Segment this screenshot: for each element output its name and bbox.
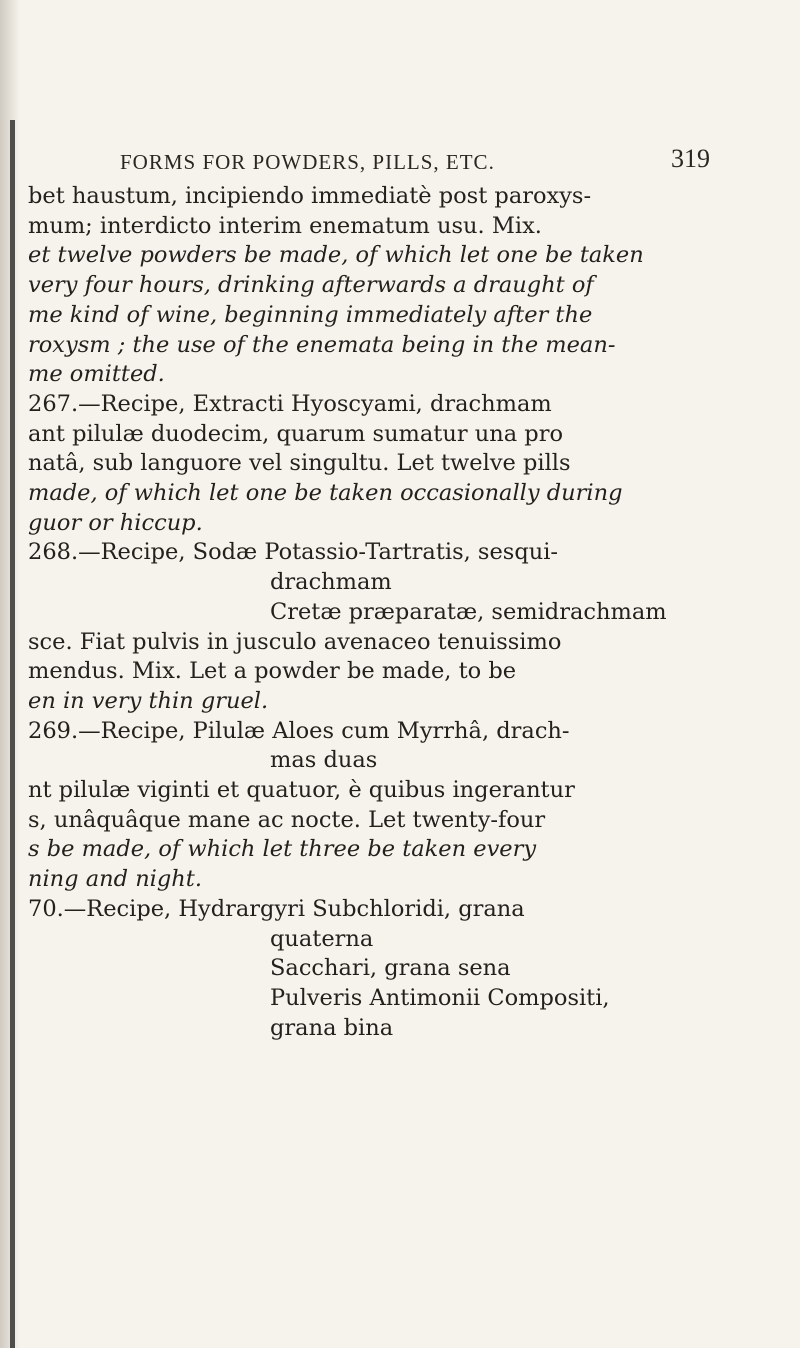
text-line: grana bina: [270, 1014, 394, 1041]
text-line: s be made, of which let three be taken every: [28, 836, 537, 863]
text-line: 70.—Recipe, Hydrargyri Subchloridi, grana: [28, 895, 525, 922]
text-line: et twelve powders be made, of which let one be taken: [28, 242, 644, 269]
text-line: nt pilulæ viginti et quatuor, è quibus ingerantur: [28, 777, 575, 804]
text-line: bet haustum, incipiendo immediatè post paroxys-: [28, 183, 592, 209]
text-line: mendus. Mix. Let a powder be made, to be: [28, 658, 517, 685]
text-line: s, unâquâque mane ac nocte. Let twenty-four: [28, 806, 546, 833]
page-number: 319: [671, 144, 710, 173]
text-line: 267.—Recipe, Extracti Hyoscyami, drachmam: [28, 390, 552, 417]
text-line: 269.—Recipe, Pilulæ Aloes cum Myrrhâ, drach-: [28, 717, 570, 744]
text-line: en in very thin gruel.: [28, 687, 269, 714]
text-line: Cretæ præparatæ, semidrachmam: [270, 598, 667, 625]
text-line: Sacchari, grana sena: [270, 955, 511, 982]
text-line: 268.—Recipe, Sodæ Potassio-Tartratis, sesqui-: [28, 539, 559, 566]
text-line: mas duas: [270, 747, 378, 774]
text-line: Pulveris Antimonii Compositi,: [270, 984, 610, 1011]
text-line: me omitted.: [28, 361, 165, 388]
text-line: me kind of wine, beginning immediately after the: [28, 301, 593, 328]
text-line: drachmam: [270, 569, 392, 596]
text-line: natâ, sub languore vel singultu. Let twelve pills: [28, 450, 571, 477]
text-line: mum; interdicto interim enematum usu. Mix.: [28, 212, 542, 239]
book-spine-shadow: [10, 120, 15, 1348]
text-line: guor or hiccup.: [28, 509, 203, 536]
text-line: ant pilulæ duodecim, quarum sumatur una pro: [28, 420, 564, 447]
running-header: FORMS FOR POWDERS, PILLS, ETC.: [120, 150, 495, 174]
text-line: made, of which let one be taken occasionally during: [28, 480, 623, 507]
text-line: quaterna: [270, 925, 374, 952]
page-body: [28, 182, 718, 1043]
text-line: roxysm ; the use of the enemata being in the mean-: [28, 331, 616, 358]
text-line: very four hours, drinking afterwards a draught of: [28, 272, 594, 299]
text-line: sce. Fiat pulvis in jusculo avenaceo tenuissimo: [28, 628, 562, 655]
text-line: ning and night.: [28, 866, 202, 893]
